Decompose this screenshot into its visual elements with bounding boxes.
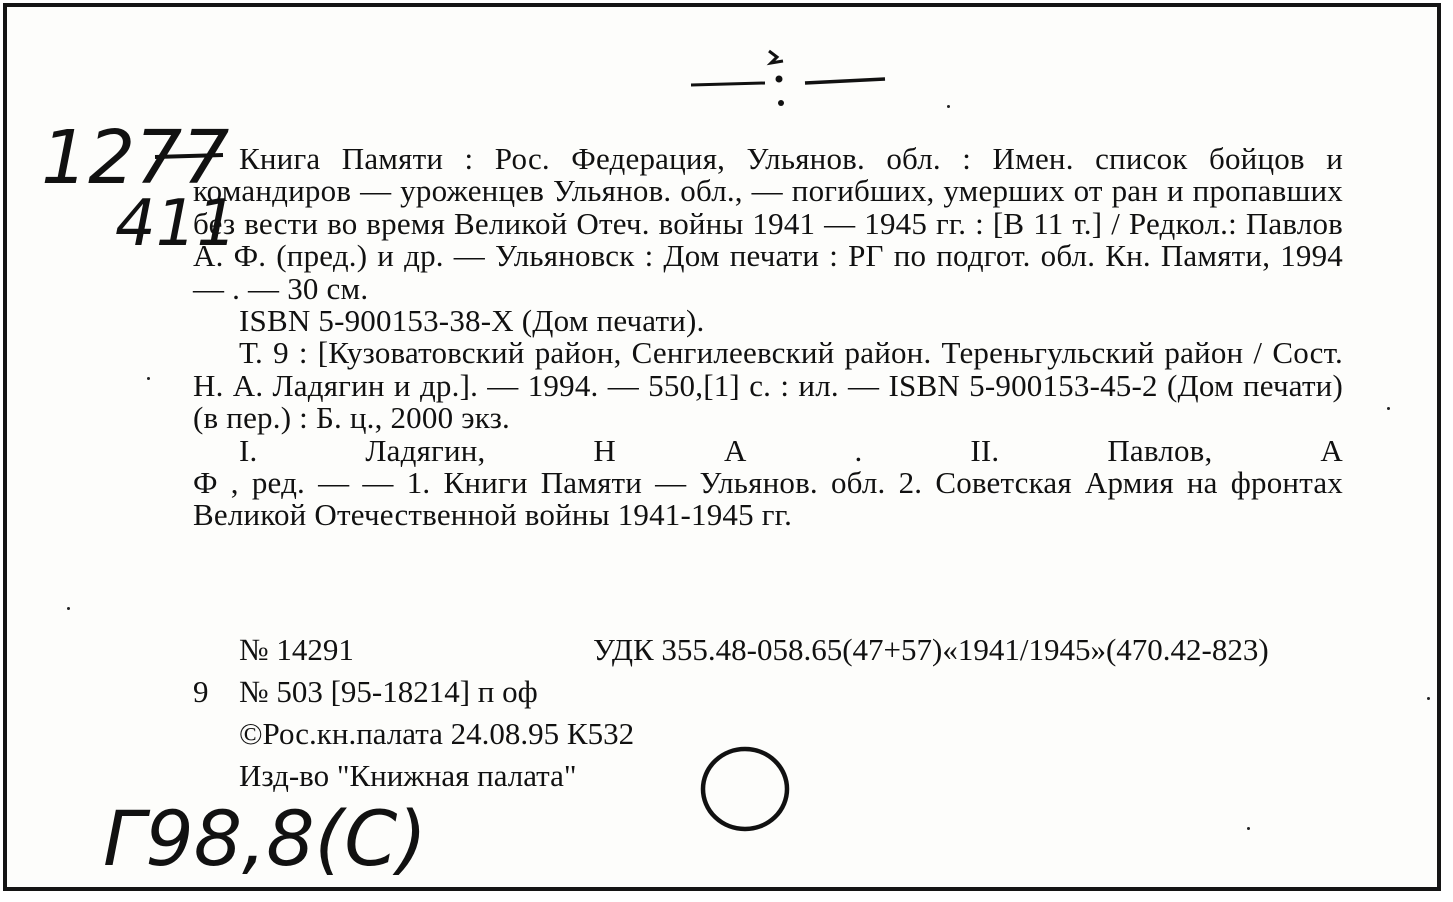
svg-text:411: 411 [115, 187, 238, 261]
entry-series-isbn: ISBN 5-900153-38-X (Дом печати). [239, 303, 705, 339]
publisher-line: Изд-во "Книжная палата" [239, 758, 577, 793]
entry-tracings-line: I. Ладягин, Н А . II. Павлов, А [239, 432, 1343, 468]
speck [1427, 697, 1430, 700]
punched-circle-mark [697, 737, 797, 837]
entry-volume-description: Т. 9 : [Кузоватовский район, Сенгилеевский район. Тереньгульский район / Сост. Н. А. Ладягин и др.]. — 1994. — 550,[1] с. : ил. — ISBN 5-900153-45-2 (Дом печати)(в пер.) : Б. ц., 2000 экз. [193, 335, 1343, 436]
svg-text:1277: 1277 [41, 115, 230, 201]
imprint-row-order [193, 671, 1343, 713]
svg-text:Г98,8(С): Г98,8(С) [103, 794, 427, 883]
entry-tracings-continued: Ф , ред. — — 1. Книги Памяти — Ульянов. обл. 2. Советская Армия на фронтах Великой Отечественной войны 1941-1945 гг. [193, 465, 1343, 533]
order-number: № 503 [95-18214] п оф [239, 674, 538, 709]
handwritten-classification [99, 777, 427, 887]
udc-code: УДК 355.48-058.65(47+57)«1941/1945»(470.42-823) [593, 632, 1269, 667]
ornament-flourish [687, 45, 907, 115]
copyright-line: ©Рос.кн.палата 24.08.95 К532 [239, 716, 635, 751]
speck [1247, 827, 1250, 830]
speck [1387, 407, 1390, 410]
speck [947, 105, 950, 108]
speck [147, 377, 150, 380]
entry-main-description: Книга Памяти : Рос. Федерация, Ульянов. обл. : Имен. список бойцов и командиров — уроженцев Ульянов. обл., — погибших, умерших от ран и пропавших без вести во время Великой Отеч. войны 1941 — 1945 гг. : [В 11 т.] / Редкол.: Павлов А. Ф. (пред.) и др. — Ульяновск : Дом печати : РГ по подгот. обл. Кн. Памяти, 1994 — . — 30 см. [193, 141, 1343, 306]
speck [67, 607, 70, 610]
imprint-row-record [193, 629, 1343, 671]
catalog-card [3, 3, 1441, 891]
card-digit: 9 [193, 674, 209, 709]
record-number: № 14291 [239, 632, 354, 667]
bibliographic-entry [193, 143, 1343, 532]
